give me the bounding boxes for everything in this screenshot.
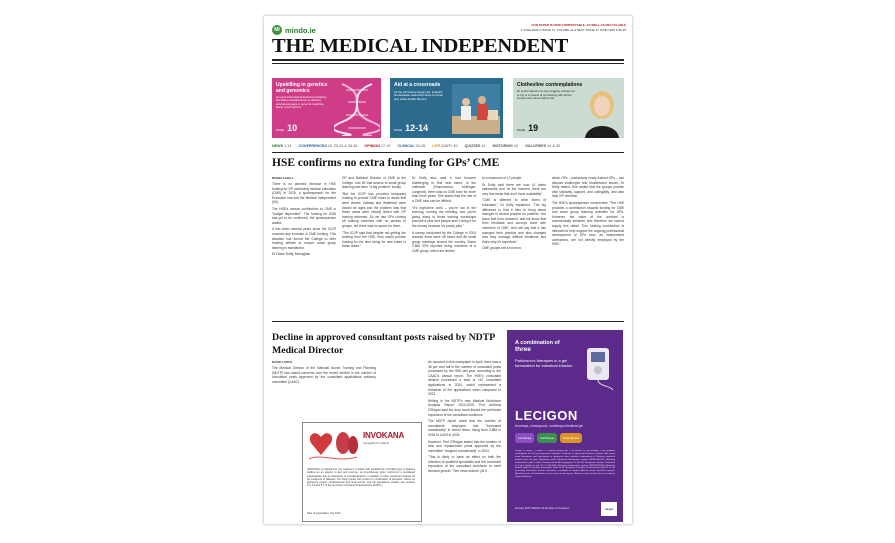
newspaper-front-page xyxy=(264,16,632,524)
teaser-page: PAGE 10 xyxy=(276,123,298,133)
story1-column-1: There is no planned increase in HSE funding for GP continuing medical education (CME) in 2025, a spokesperson for the Executive has told the Medical Independent (MI). The HSE's annual contribution to CME is "budget dependent". The funding for 2025 has yet to be confirmed, the spokesperson added. It has been several years since the ICGP received any increase in CME funding. This situation has forced the College to offer funding deficits to ensure small group learning is maintained. Dr Diane Duffy, Monaghan xyxy=(272,182,336,257)
mindo-logo-icon: MI xyxy=(272,25,282,35)
nav-item-conferences[interactable]: CONFERENCES 15, 20-24 & 36-38 xyxy=(298,144,358,148)
teaser-panel-genetics[interactable] xyxy=(272,78,381,138)
teaser-heading: Upskilling in genetics and genomics xyxy=(276,82,328,94)
invokana-advert[interactable] xyxy=(302,422,422,522)
lecigon-generic: levodopa, entacapone, carbidopa intestinal gel xyxy=(515,424,584,428)
invokana-footer: Date of preparation: July 2023 xyxy=(307,512,341,515)
section-nav[interactable] xyxy=(272,144,624,148)
lecigon-brand: LECIGON xyxy=(515,408,578,423)
pill-levodopa: Levodopa xyxy=(515,433,534,443)
lecigon-tagline-1: A combination of xyxy=(515,340,560,346)
heart-kidney-illustration-icon xyxy=(307,427,359,465)
story2-column-1: The Medical Director of the National Doctor Training and Planning (NDTP) has raised concerns over the recent decline in the number of consultant posts approved by the consultant applications advisory committee (CAAC). xyxy=(272,366,376,384)
lecigon-tagline-2: three xyxy=(515,346,531,354)
nav-item-life[interactable]: LIFE DIARY 40 xyxy=(432,144,458,148)
teaser-body: As the US finance foreign aid, Ireland's humanitarian leadership faces a crucial test, writes Dublin Bennett xyxy=(394,90,443,101)
lecigon-advert[interactable] xyxy=(507,330,623,522)
dna-helix-icon xyxy=(334,82,380,136)
nav-item-clinical[interactable]: CLINICAL 20-26 xyxy=(397,144,426,148)
lecigon-footer: February 2025 | IRE/LEC-25-001 Date of Preparation xyxy=(515,508,570,510)
teaser-panel-clothesline[interactable] xyxy=(513,78,624,138)
story1-column-3: Dr Duffy also said it had become challenging to find new tutors. In the midlands (Roscommon, Mullingar, Longford), there was no CME tutor for more than three years. She stated that the role of a CME tutor can be difficult. "It's night-time work – you're out in the evening, running the meeting, and you're going along to those training workshops yourself a year and people aren't doing it for the money because it's poorly paid." A survey conducted by the College in 2024 showed there were 48 tutors and 86 small group meetings around the country. Some 2,860 GPs reported being members of a CME group, which are limited xyxy=(412,176,476,253)
teaser-page: PAGE 12-14 xyxy=(394,123,429,133)
nav-item-galleries[interactable]: GALLERIES 44 & 45 xyxy=(525,144,560,148)
pill-entacapone: Entacapone xyxy=(560,433,582,443)
pill-carbidopa: Carbidopa xyxy=(537,433,557,443)
invokana-subtitle: canagliflozin tablets xyxy=(363,441,390,445)
story1-column-4: to a maximum of 12 people. Dr Duffy said there are now 41 tutors nationwide and "at the moment, there are very few areas that don't have availability". "CME is different to other forms of education," Dr Duffy explained. "The big difference is that it tries to bring about changes in clinical practice for patients. You know that from research, and we know that from feedback and surveys done with members of CME, who will say that it has changed their practice and also changed how they manage difficult situations and that's why it's important." CME groups are a forum to xyxy=(482,176,546,251)
invokana-body: INVOKANA is indicated for the treatment of adults with insufficiently controlled type 2 diabetes mellitus as an adjunct to diet and exercise: as monotherapy when metformin is considered inappropriate due to intolerance or contraindications, in addition to other medicinal products for the treatment of diabetes. For study results with respect to combination of therapies, effects on glycaemic control, cardiovascular and renal events, and the populations studied, see sections 4.4, 4.5 and 5.1 of the Summary of Product Characteristics (SmPC). xyxy=(307,468,415,488)
issue-line: 3 JUNE 2025 ● ISSUE 11, VOLUME 14 ● NEXT ISSUE 17 JUNE 2025 ● €5.95 xyxy=(520,28,626,32)
compostable-notice: OUR PAPER IS NOW COMPOSTABLE, AS WELL AS RECYCLABLE xyxy=(531,23,626,27)
story2-column-2: As reported in this newspaper in April, there was a 36 per cent fall in the number of consultant posts processed by the HSE last year, according to the CAAC's annual report. The HSE's consultant division processed a total of 167 consultant applications in 2024, which represented a reduction of the applications when compared to 2023. Writing in the NDTP's new Medical Workforce Analysis Report 2024-2025, Prof Anthony O'Regan said the drop could impact the continued expansion of the consultant workforce. The NDTP report noted that the number of consultants employed has "increased dramatically" in recent times, rising from 3,889 in 2018 to 4,620 in 2024. However, Prof O'Regan stated that the number of new and replacement posts approved by the committee "dropped considerably" in 2024. "This is likely to have an effect on both the retention of qualified specialists and the continued expansion of the consultant workforce to meet demand growth." See news feature, p8-9 xyxy=(428,360,501,474)
teaser-body: Dr Lucia Gannon on why pegging clothes out to dry is a means of connecting with all the women who came before her xyxy=(517,89,575,101)
nav-item-quizzes[interactable]: QUIZZES 41 xyxy=(464,144,486,148)
story2-byline: DAVID LYNCH xyxy=(272,360,293,364)
nav-item-news[interactable]: NEWS 1-14 xyxy=(272,144,292,148)
story1-column-5: which GPs – particularly newly trained GPs – can discuss challenges and troublesome issues, Dr Duffy stated. She added that the groups provide vital solidarity, support, and collegiality, and also help GP retention. The HSE's spokesperson commented: "The HSE provides a contribution towards funding for CME and small group learning activities for GPs. However, the value of the contract is commercially sensitive and therefore we cannot supply this detail. This funding contribution is intended to help support the ongoing professional development of GPs who, as independent contractors, are not directly employed by the HSE." xyxy=(552,176,624,247)
story1-headline[interactable]: HSE confirms no extra funding for GPs’ CME xyxy=(272,157,500,169)
nav-item-opinion[interactable]: OPINION 17-19 xyxy=(364,144,391,148)
nav-item-motoring[interactable]: MOTORING 42 xyxy=(492,144,519,148)
lecigon-pills xyxy=(515,433,582,443)
teaser-heading: Clothesline contemplations xyxy=(517,82,583,88)
lecigon-tagline-3: Parkinson's therapies in a gel formulation for intestinal infusion xyxy=(515,358,573,368)
aid-workers-photo-icon xyxy=(452,84,500,134)
infusion-pump-icon xyxy=(581,342,617,390)
story2-headline[interactable]: Decline in approved consultant posts raised by NDTP Medical Director xyxy=(272,332,495,356)
teaser-heading: Aid at a crossroads xyxy=(394,82,441,88)
teaser-page: PAGE 19 xyxy=(517,123,539,133)
masthead-title: THE MEDICAL INDEPENDENT xyxy=(272,35,569,57)
lecigon-fine-print: Lecigon 20 mg/ml + 5 mg/ml + 20 mg/ml intestinal gel. 1 ml contains 20 mg levodopa, 5 mg carbidopa monohydrate and 20 mg entacapone. Indication: Treatment of advanced Parkinson's disease with severe motor fluctuations and hyperkinesia or dyskinesia when available combinations of Parkinson medicinal products have not given satisfactory results. Marketing authorisation number: PA2291/001/001. Marketing authorisation holder: LobSor Pharmaceuticals AB, Kungsgatan 67, SE-753 18 Uppsala, Sweden. Distributed by Target Healthcare Ltd. Tel: 01 4614166. Marketing authorisation number: PA2291/001/001. Medicinal product subject to medical prescription. Refer to the Summary of Product Characteristics (SmPC) for full prescribing information. Further information is available on request. Adverse events should be reported. Reporting forms and information can be found at www.hpra.ie. Adverse events should also be reported to Target Healthcare. xyxy=(515,450,615,479)
masthead-brand[interactable] xyxy=(272,25,316,35)
teaser-body: A recent international lecturing hosted by the Mater Hospital aimed to address educational gaps in genomic medicine. David Lynch reports xyxy=(276,95,327,110)
teaser-panel-aid[interactable] xyxy=(390,78,503,138)
nav-rule xyxy=(272,152,624,153)
story-divider xyxy=(272,321,624,322)
target-logo-icon: target xyxy=(601,502,617,516)
invokana-brand: INVOKANA xyxy=(363,431,405,440)
masthead-rule-thin xyxy=(272,63,624,64)
columnist-portrait-icon xyxy=(583,88,621,138)
masthead-rule xyxy=(272,59,624,61)
site-url[interactable]: mindo.ie xyxy=(285,25,316,35)
story1-column-2: GP and National Director of CME at the College, told MI that access to small group learning had been "a big problem" locally. "But the ICGP has provided temporary funding to provide CME tutors in areas that were closed, Galway and Waterford were closed for ages and the problem was that these areas were closely linked with GP training schemes. So we had GPs coming off training schemes with no access to groups, but there was no space for them. "The ICGP said that despite not getting the funding from the HSE, they would provide funding for the time being for new tutors in these areas." xyxy=(342,176,406,249)
story1-byline: NIAMH CAHILL xyxy=(272,176,294,180)
